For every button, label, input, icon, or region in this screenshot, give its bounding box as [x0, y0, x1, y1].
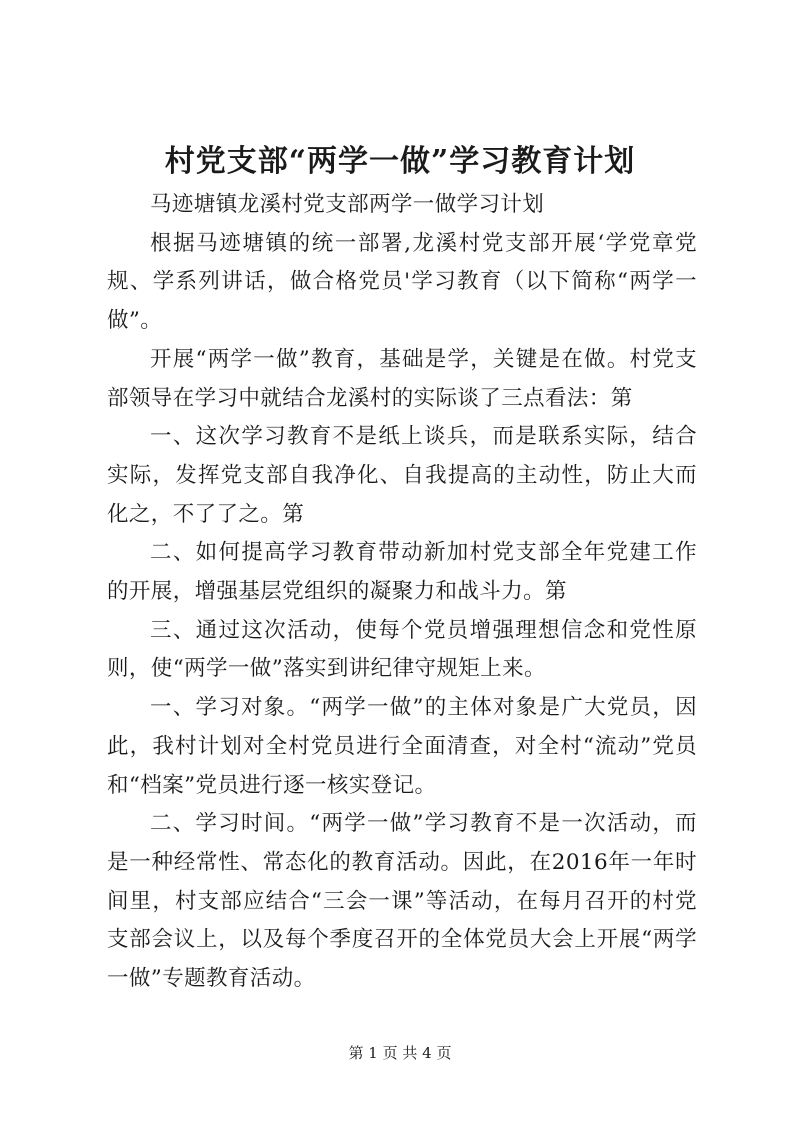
document-body	[107, 186, 697, 999]
paragraph-study-time: 二、学习时间。“两学一做”学习教育不是一次活动，而是一种经常性、常态化的教育活动。因此，在2016年一年时间里，村支部应结合“三会一课”等活动，在每月召开的村党支部会议上，以及每个季度召开的全体党员大会上开展“两学一做”专题教育活动。	[107, 811, 697, 992]
paragraph-study-target: 一、学习对象。“两学一做”的主体对象是广大党员，因此，我村计划对全村党员进行全面清查，对全村“流动”党员和“档案”党员进行逐一核实登记。	[107, 695, 697, 798]
paragraph-subtitle: 马迹塘镇龙溪村党支部两学一做学习计划	[150, 192, 545, 217]
paragraph-views: 开展“两学一做”教育，基础是学，关键是在做。村党支部领导在学习中就结合龙溪村的实际谈了三点看法：第	[107, 346, 697, 411]
paragraph-intro: 根据马迹塘镇的统一部署,龙溪村党支部开展‘学党章党规、学系列讲话，做合格党员'学习教育（以下简称“两学一做”。	[107, 230, 697, 334]
paragraph-point-three: 三、通过这次活动，使每个党员增强理想信念和党性原则，使“两学一做”落实到讲纪律守规矩上来。	[107, 617, 697, 682]
paragraph-point-two: 二、如何提高学习教育带动新加村党支部全年党建工作的开展，增强基层党组织的凝聚力和战斗力。第	[107, 540, 697, 605]
page-number: 第 1 页 共 4 页	[348, 1044, 452, 1062]
document-title: 村党支部“两学一做”学习教育计划	[164, 144, 636, 179]
paragraph-point-one: 一、这次学习教育不是纸上谈兵，而是联系实际，结合实际，发挥党支部自我净化、自我提高的主动性，防止大而化之，不了了之。第	[107, 424, 697, 527]
